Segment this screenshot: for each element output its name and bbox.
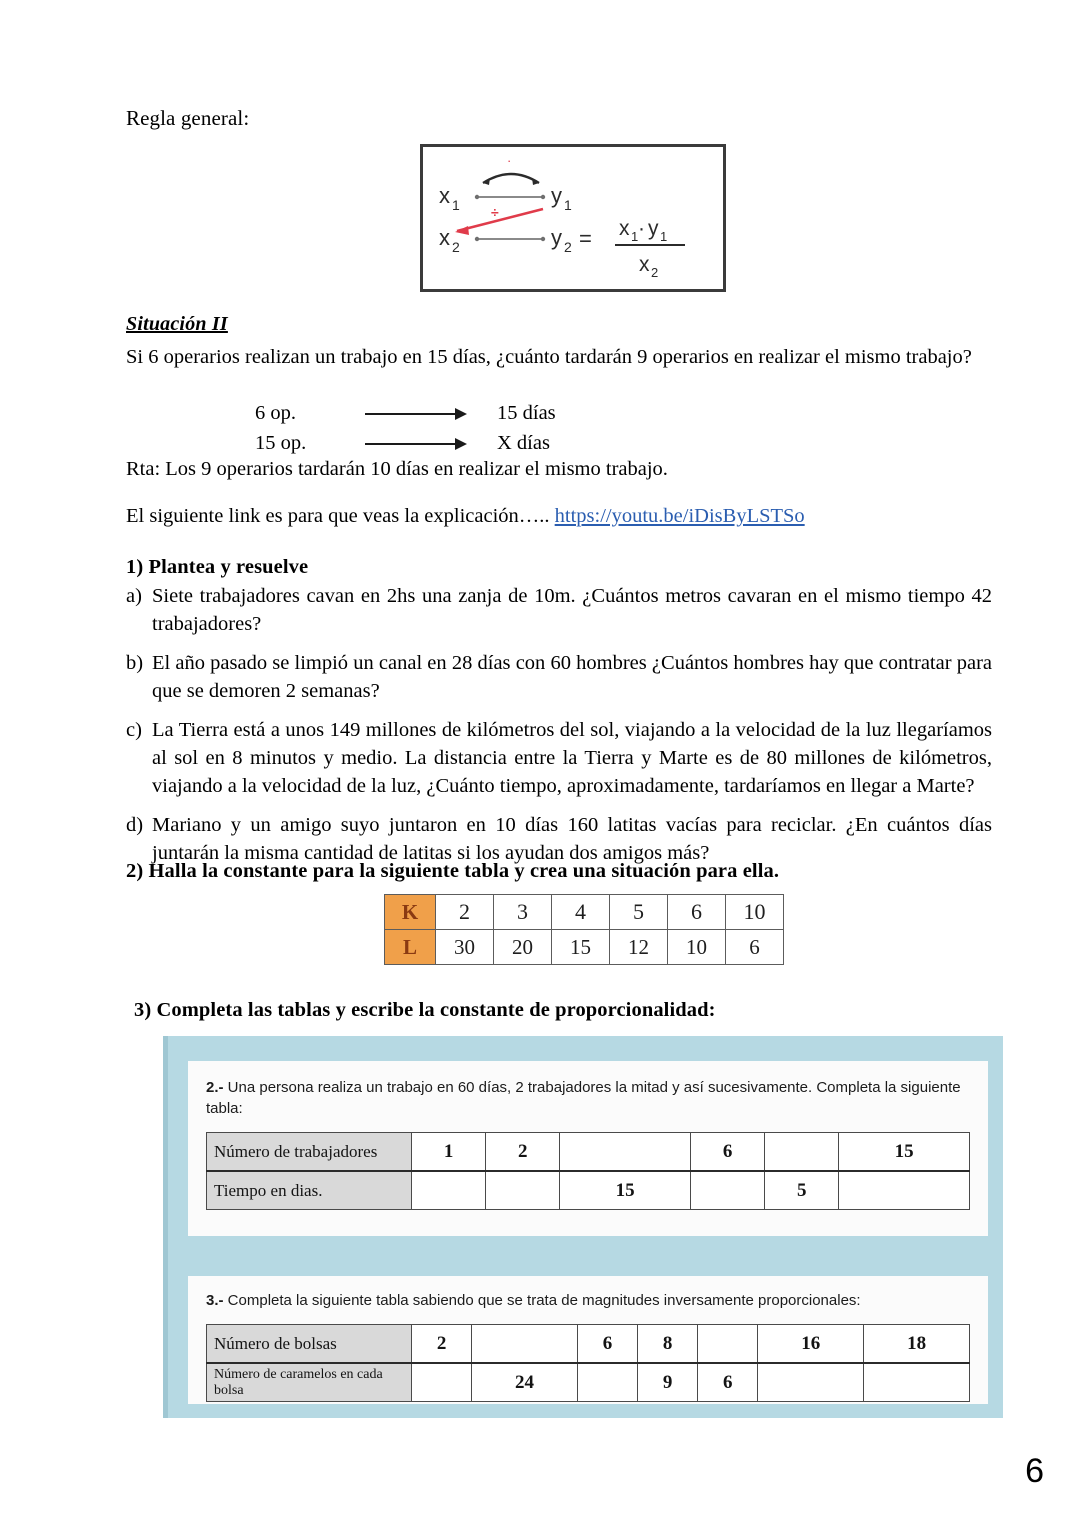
svg-text:1: 1 <box>564 197 572 213</box>
svg-text:÷: ÷ <box>491 204 499 220</box>
table-cell[interactable] <box>758 1363 864 1402</box>
kl-table-wrapper <box>384 894 784 965</box>
list-item-text: La Tierra está a unos 149 millones de kilómetros del sol, viajando a la velocidad de la luz llegaríamos al sol en 8 minutos y medio. La distancia entre la Tierra y Marte es de 80 millones de kilómetros, viajando a la velocidad de la luz, ¿Cuánto tiempo, aproximadamente, tardaríamos en llegar a Marte? <box>152 719 992 797</box>
table-row <box>207 1325 970 1364</box>
table-cell[interactable] <box>560 1133 691 1172</box>
activity-2-table <box>206 1132 970 1210</box>
table-cell[interactable]: 2 <box>412 1325 472 1364</box>
table-cell[interactable]: 15 <box>839 1133 970 1172</box>
table-row <box>385 930 784 965</box>
table-cell[interactable]: 16 <box>758 1325 864 1364</box>
table-cell[interactable] <box>577 1363 637 1402</box>
proportion-arrow-rows <box>255 398 675 458</box>
page-number: 6 <box>1025 1452 1044 1490</box>
table-cell: 5 <box>610 895 668 930</box>
list-item-marker: c) <box>126 719 142 741</box>
row-header: Número de bolsas <box>207 1325 412 1364</box>
explanation-link-line <box>126 505 805 528</box>
situacion-answer: Rta: Los 9 operarios tardarán 10 días en realizar el mismo trabajo. <box>126 458 668 480</box>
kl-row-label: K <box>385 895 436 930</box>
table-cell[interactable] <box>412 1363 472 1402</box>
table-cell[interactable]: 6 <box>690 1133 764 1172</box>
svg-text:x: x <box>639 253 650 276</box>
table-cell[interactable]: 1 <box>412 1133 486 1172</box>
table-cell: 6 <box>726 930 784 965</box>
arrow-row <box>255 398 675 428</box>
svg-text:x: x <box>439 183 450 208</box>
question-list <box>126 582 992 878</box>
activity-2-prompt <box>206 1077 970 1119</box>
table-cell[interactable]: 2 <box>486 1133 560 1172</box>
svg-text:2: 2 <box>651 265 659 280</box>
table-cell[interactable] <box>864 1363 970 1402</box>
list-item-text: Siete trabajadores cavan en 2hs una zanja de 10m. ¿Cuántos metros cavaran en el mismo tiempo 42 trabajadores? <box>152 585 992 635</box>
svg-text:2: 2 <box>564 239 572 255</box>
situacion-body: Si 6 operarios realizan un trabajo en 15 días, ¿cuánto tardarán 9 operarios en realizar el mismo trabajo? <box>126 346 972 368</box>
youtube-link[interactable]: https://youtu.be/iDisByLSTSo <box>554 505 805 527</box>
table-cell[interactable]: 5 <box>765 1171 839 1210</box>
activity-2-card <box>188 1061 988 1236</box>
activity-3-table <box>206 1324 970 1402</box>
list-item <box>126 716 992 800</box>
right-arrow-icon <box>355 405 475 421</box>
panel-left-rail <box>163 1036 168 1418</box>
list-item-text: El año pasado se limpió un canal en 28 días con 60 hombres ¿Cuántos hombres hay que contratar para que se demoren 2 semanas? <box>152 652 992 702</box>
list-item <box>126 582 992 638</box>
svg-text:y: y <box>648 217 659 240</box>
svg-text:1: 1 <box>452 197 460 213</box>
table-row <box>207 1363 970 1402</box>
table-cell[interactable]: 6 <box>698 1363 758 1402</box>
svg-text:x: x <box>619 217 630 240</box>
svg-text:y: y <box>551 183 562 208</box>
table-cell: 10 <box>668 930 726 965</box>
row-header: Tiempo en dias. <box>207 1171 412 1210</box>
row-header: Número de caramelos en cada bolsa <box>207 1363 412 1402</box>
list-item-marker: d) <box>126 814 144 836</box>
table-cell[interactable] <box>690 1171 764 1210</box>
svg-text:1: 1 <box>660 229 668 244</box>
table-cell: 12 <box>610 930 668 965</box>
svg-text:·: · <box>507 153 512 168</box>
activity-3-prompt <box>206 1290 970 1311</box>
table-cell: 6 <box>668 895 726 930</box>
table-cell[interactable] <box>839 1171 970 1210</box>
table-cell[interactable] <box>412 1171 486 1210</box>
section-1-heading: 1) Plantea y resuelve <box>126 556 309 578</box>
right-arrow-icon <box>355 435 475 451</box>
svg-text:x: x <box>439 225 450 250</box>
activity-3-card <box>188 1276 988 1404</box>
table-cell: 2 <box>436 895 494 930</box>
table-row <box>207 1133 970 1172</box>
activity-2-prompt-text: Una persona realiza un trabajo en 60 días, 2 trabajadores la mitad y así sucesivamente. Completa la siguiente tabla: <box>206 1079 961 1117</box>
table-cell[interactable]: 15 <box>560 1171 691 1210</box>
svg-text:=: = <box>579 226 592 251</box>
table-cell: 3 <box>494 895 552 930</box>
arrow-row-right: 15 días <box>497 401 556 424</box>
svg-text:y: y <box>551 225 562 250</box>
activity-2-prompt-number: 2.- <box>206 1079 224 1096</box>
table-cell[interactable]: 18 <box>864 1325 970 1364</box>
situacion-title: Situación II <box>126 313 228 335</box>
activity-3-prompt-text: Completa la siguiente tabla sabiendo que se trata de magnitudes inversamente proporcionales: <box>223 1292 861 1309</box>
row-header: Número de trabajadores <box>207 1133 412 1172</box>
svg-text:·: · <box>638 217 645 240</box>
section-3-heading: 3) Completa las tablas y escribe la constante de proporcionalidad: <box>134 999 716 1021</box>
list-item <box>126 649 992 705</box>
explanation-link-prefix: El siguiente link es para que veas la explicación….. <box>126 505 555 527</box>
table-cell[interactable] <box>472 1325 578 1364</box>
table-cell[interactable] <box>486 1171 560 1210</box>
section-2-heading: 2) Halla la constante para la siguiente tabla y crea una situación para ella. <box>126 860 780 882</box>
table-cell[interactable] <box>765 1133 839 1172</box>
kl-row-label: L <box>385 930 436 965</box>
table-cell[interactable]: 9 <box>638 1363 698 1402</box>
list-item-marker: b) <box>126 652 144 674</box>
arrow-row <box>255 428 675 458</box>
table-row <box>207 1171 970 1210</box>
table-cell: 30 <box>436 930 494 965</box>
activities-panel <box>163 1036 1003 1418</box>
table-cell[interactable]: 6 <box>577 1325 637 1364</box>
list-item <box>126 811 992 867</box>
list-item-text: Mariano y un amigo suyo juntaron en 10 días 160 latitas vacías para reciclar. ¿En cuántos días juntarán la misma cantidad de latitas si los ayudan dos amigos más? <box>152 814 992 864</box>
activity-3-prompt-number: 3.- <box>206 1292 224 1309</box>
table-row <box>385 895 784 930</box>
list-item-marker: a) <box>126 585 142 607</box>
proportion-rule-svg <box>423 147 723 289</box>
arrow-row-left: 15 op. <box>255 431 307 454</box>
table-cell[interactable]: 24 <box>472 1363 578 1402</box>
regla-general-label: Regla general: <box>126 106 250 130</box>
table-cell: 10 <box>726 895 784 930</box>
table-cell: 20 <box>494 930 552 965</box>
regla-general-diagram <box>420 144 726 292</box>
table-cell: 15 <box>552 930 610 965</box>
table-cell[interactable]: 8 <box>638 1325 698 1364</box>
kl-table <box>384 894 784 965</box>
arrow-row-left: 6 op. <box>255 401 296 424</box>
table-cell[interactable] <box>698 1325 758 1364</box>
arrow-row-right: X días <box>497 431 550 454</box>
svg-text:2: 2 <box>452 239 460 255</box>
table-cell: 4 <box>552 895 610 930</box>
svg-text:1: 1 <box>631 229 639 244</box>
